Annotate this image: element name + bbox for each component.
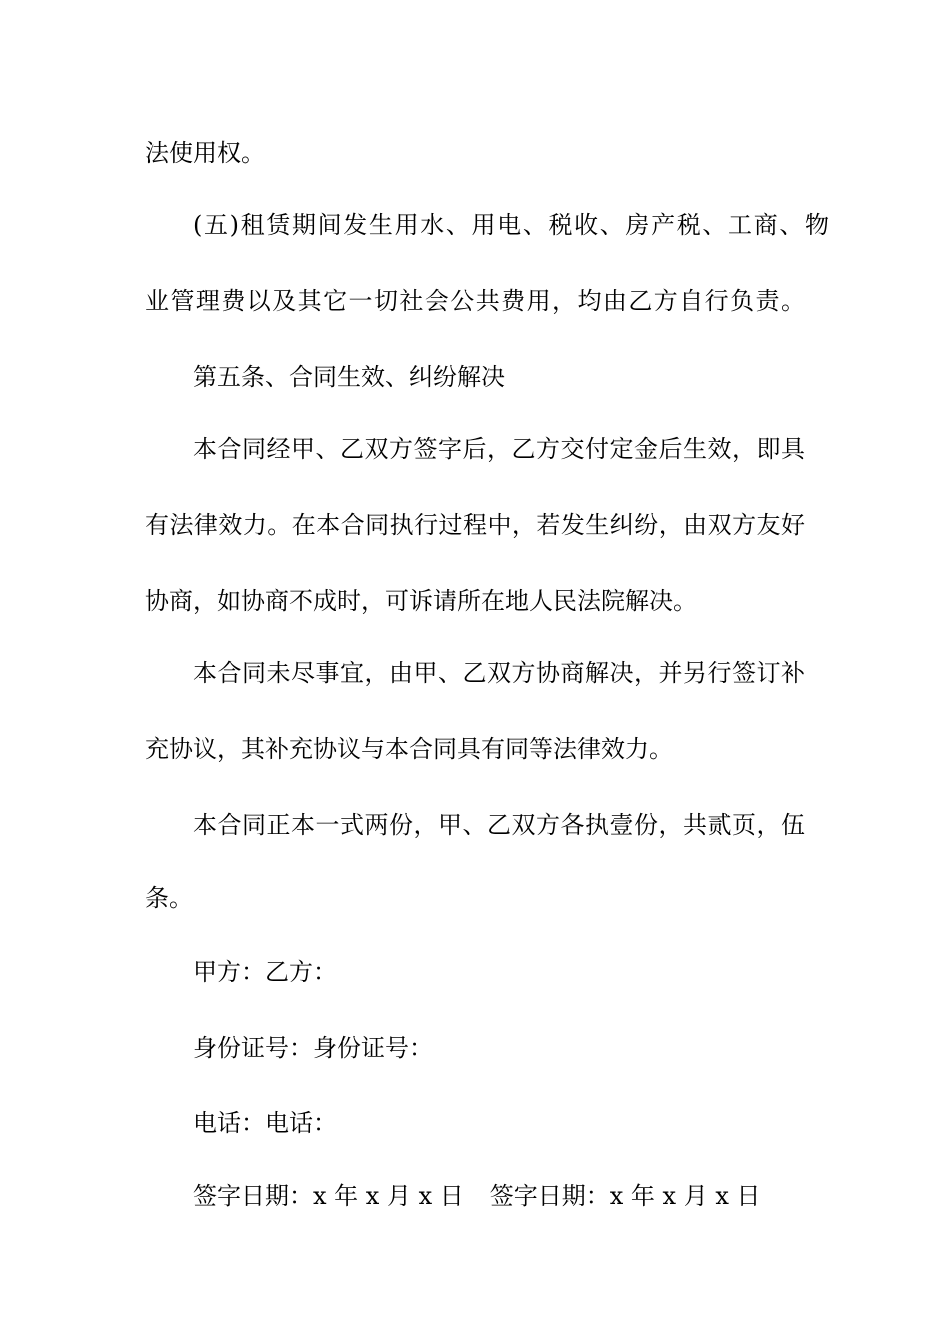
id-number-label: 身份证号：身份证号： bbox=[193, 1034, 433, 1062]
text-line: 本合同经甲、乙双方签字后，乙方交付定金后生效，即具 bbox=[193, 435, 805, 463]
party-label: 甲方：乙方： bbox=[193, 958, 337, 986]
sign-date-party-a: 签字日期：x 年 x 月 x 日 bbox=[193, 1182, 464, 1210]
text-line: (五)租赁期间发生用水、用电、税收、房产税、工商、物 bbox=[193, 211, 829, 239]
phone-label: 电话：电话： bbox=[193, 1109, 337, 1137]
text-line: 业管理费以及其它一切社会公共费用，均由乙方自行负责。 bbox=[145, 287, 805, 315]
text-line: 法使用权。 bbox=[145, 139, 265, 167]
text-line: 有法律效力。在本合同执行过程中，若发生纠纷，由双方友好 bbox=[145, 511, 805, 539]
text-line: 本合同正本一式两份，甲、乙双方各执壹份，共贰页，伍 bbox=[193, 811, 805, 839]
section-heading: 第五条、合同生效、纠纷解决 bbox=[193, 363, 505, 391]
text-line: 充协议，其补充协议与本合同具有同等法律效力。 bbox=[145, 735, 673, 763]
text-line: 条。 bbox=[145, 884, 193, 912]
text-line: 本合同未尽事宜，由甲、乙双方协商解决，并另行签订补 bbox=[193, 659, 805, 687]
sign-date-party-b: 签字日期：x 年 x 月 x 日 bbox=[489, 1182, 761, 1210]
signature-dates bbox=[193, 1181, 950, 1211]
text-line: 协商，如协商不成时，可诉请所在地人民法院解决。 bbox=[145, 587, 697, 615]
